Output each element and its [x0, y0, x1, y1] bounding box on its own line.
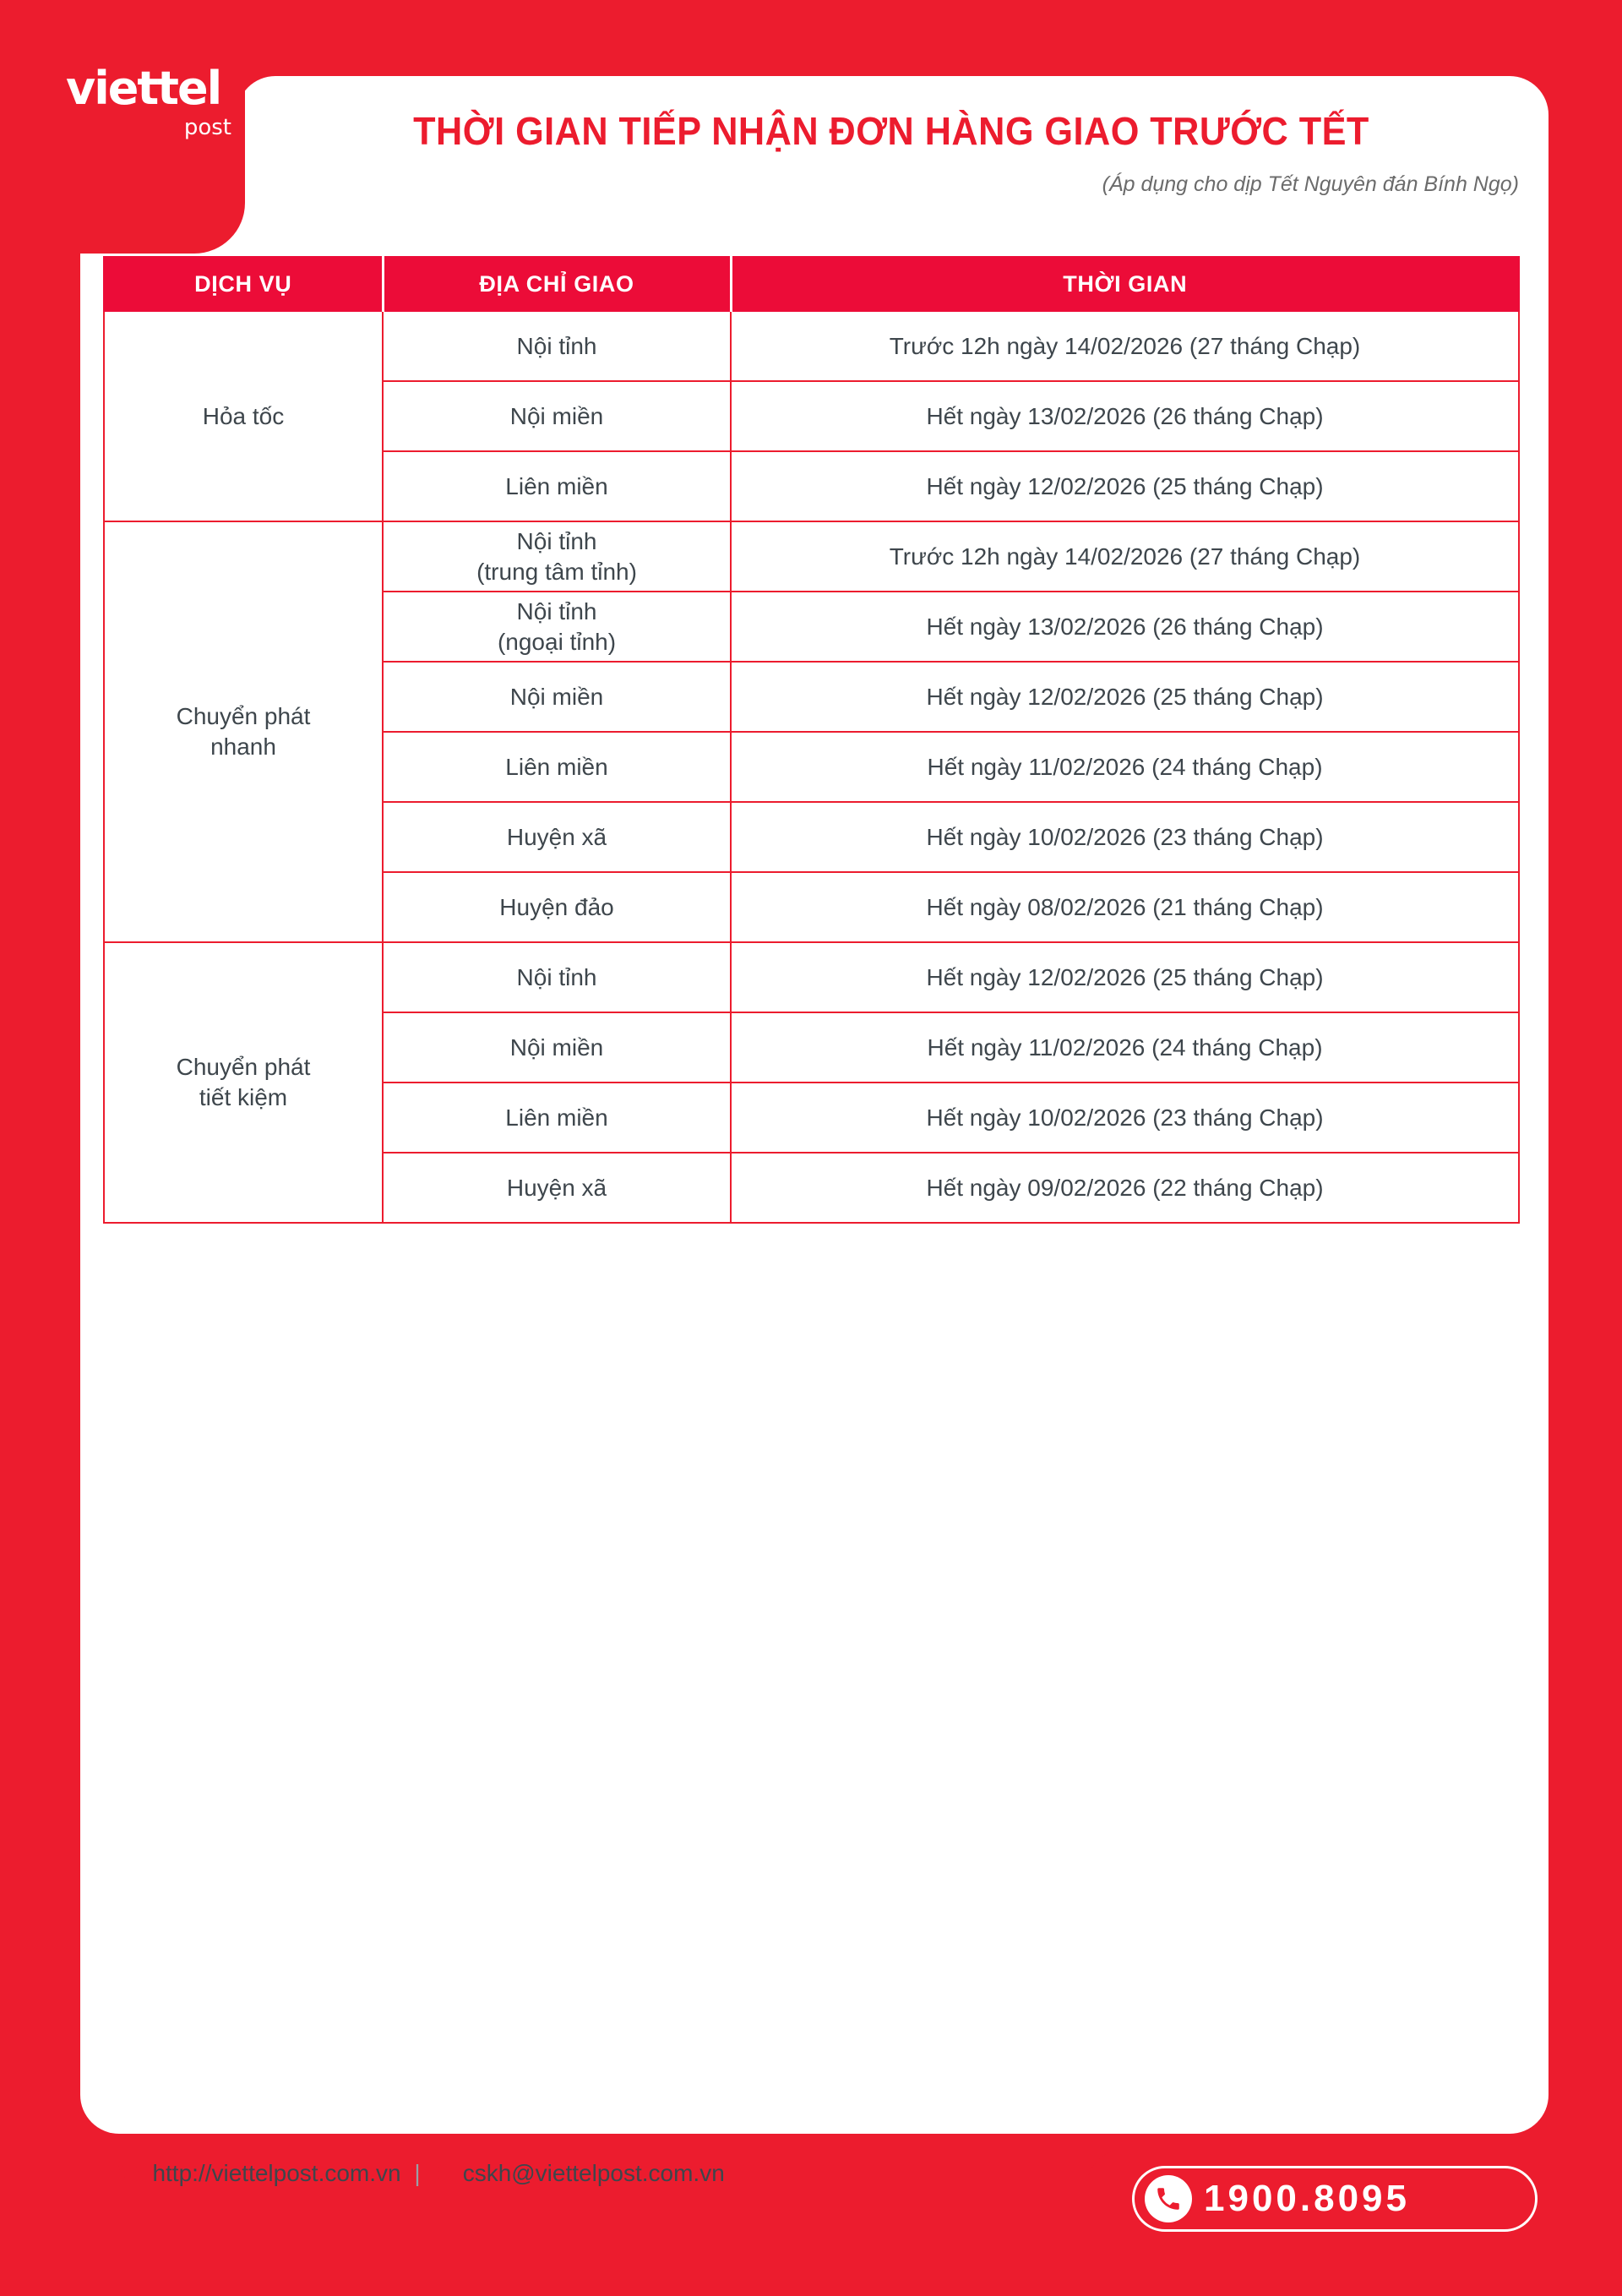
table-row [104, 521, 1519, 592]
page-subtitle: (Áp dụng cho dịp Tết Nguyên đán Bính Ngọ) [1102, 172, 1519, 196]
time-cell: Hết ngày 11/02/2026 (24 tháng Chạp) [731, 732, 1519, 802]
time-cell: Hết ngày 10/02/2026 (23 tháng Chạp) [731, 802, 1519, 872]
address-cell: Nội miền [383, 1012, 731, 1083]
time-cell: Hết ngày 11/02/2026 (24 tháng Chạp) [731, 1012, 1519, 1083]
table-header-row [104, 257, 1519, 311]
column-header-service: DỊCH VỤ [104, 257, 383, 311]
service-cell: Chuyển phát nhanh [104, 521, 383, 942]
address-cell: Liên miền [383, 451, 731, 521]
column-header-time: THỜI GIAN [731, 257, 1519, 311]
website-value[interactable]: http://viettelpost.com.vn [152, 2160, 401, 2186]
logo-wordmark: viettel [66, 62, 221, 115]
service-cell: Chuyển phát tiết kiệm [104, 942, 383, 1223]
time-cell: Hết ngày 10/02/2026 (23 tháng Chạp) [731, 1083, 1519, 1153]
address-cell: Liên miền [383, 1083, 731, 1153]
address-cell: Huyện đảo [383, 872, 731, 942]
hotline-number: 1900.8095 [1204, 2178, 1410, 2219]
time-cell: Hết ngày 08/02/2026 (21 tháng Chạp) [731, 872, 1519, 942]
address-cell: Nội tỉnh [383, 311, 731, 381]
time-cell: Hết ngày 13/02/2026 (26 tháng Chạp) [731, 381, 1519, 451]
email-value[interactable]: cskh@viettelpost.com.vn [462, 2160, 725, 2186]
address-cell: Nội miền [383, 381, 731, 451]
address-cell: Huyện xã [383, 1153, 731, 1223]
time-cell: Trước 12h ngày 14/02/2026 (27 tháng Chạp) [731, 311, 1519, 381]
phone-icon [1145, 2175, 1192, 2222]
logo-sub-wordmark: post [183, 115, 231, 140]
address-cell: Huyện xã [383, 802, 731, 872]
viettel-post-logo [66, 62, 235, 140]
hotline-badge[interactable] [1132, 2166, 1538, 2232]
address-cell: Nội tỉnh (ngoại tỉnh) [383, 592, 731, 662]
address-cell: Nội tỉnh [383, 942, 731, 1012]
schedule-table-wrap [103, 256, 1518, 1224]
footer-separator: | [414, 2160, 421, 2186]
table-header [104, 257, 1519, 311]
address-cell: Nội miền [383, 662, 731, 732]
time-cell: Hết ngày 13/02/2026 (26 tháng Chạp) [731, 592, 1519, 662]
table-body [104, 311, 1519, 1223]
time-cell: Trước 12h ngày 14/02/2026 (27 tháng Chạp) [731, 521, 1519, 592]
table-row [104, 942, 1519, 1012]
schedule-table [103, 256, 1520, 1224]
service-cell: Hỏa tốc [104, 311, 383, 521]
email-label: E. [433, 2160, 456, 2186]
title-area [253, 108, 1529, 197]
time-cell: Hết ngày 09/02/2026 (22 tháng Chạp) [731, 1153, 1519, 1223]
page-title: THỜI GIAN TIẾP NHẬN ĐƠN HÀNG GIAO TRƯỚC TẾT [413, 109, 1369, 153]
time-cell: Hết ngày 12/02/2026 (25 tháng Chạp) [731, 942, 1519, 1012]
website-label: W. [118, 2160, 146, 2186]
time-cell: Hết ngày 12/02/2026 (25 tháng Chạp) [731, 662, 1519, 732]
footer-contact [118, 2160, 725, 2187]
address-cell: Liên miền [383, 732, 731, 802]
column-header-address: ĐỊA CHỈ GIAO [383, 257, 731, 311]
address-cell: Nội tỉnh (trung tâm tỉnh) [383, 521, 731, 592]
table-row [104, 311, 1519, 381]
time-cell: Hết ngày 12/02/2026 (25 tháng Chạp) [731, 451, 1519, 521]
left-red-bar [0, 0, 80, 2296]
